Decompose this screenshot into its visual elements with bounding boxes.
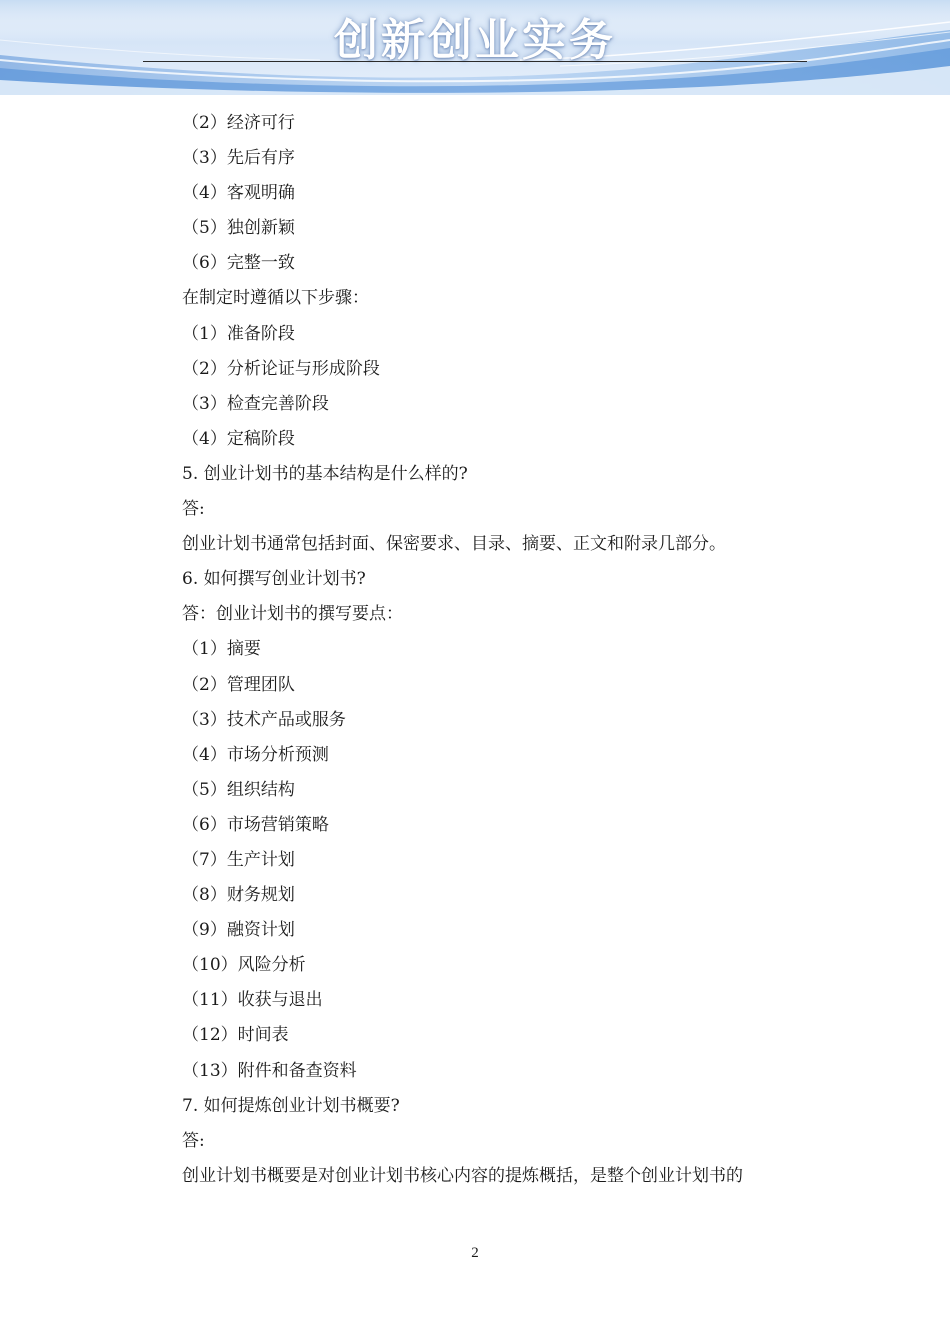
page-header-banner xyxy=(0,0,950,95)
answer-label: 答：创业计划书的撰写要点： xyxy=(182,604,403,625)
header-divider xyxy=(143,61,807,62)
text-line: （3）检查完善阶段 xyxy=(182,393,329,414)
text-line: （6）市场营销策略 xyxy=(182,814,329,835)
question-heading: 6. 如何撰写创业计划书? xyxy=(182,569,366,590)
text-line: （5）独创新颖 xyxy=(182,218,295,239)
header-title: 创新创业实务 xyxy=(334,15,616,66)
question-heading: 5. 创业计划书的基本结构是什么样的? xyxy=(182,463,468,484)
text-line: （1）摘要 xyxy=(182,639,261,660)
text-line: （7）生产计划 xyxy=(182,849,295,870)
text-line: （1）准备阶段 xyxy=(182,323,295,344)
text-line: （3）先后有序 xyxy=(182,148,295,169)
text-line: 创业计划书概要是对创业计划书核心内容的提炼概括，是整个创业计划书的 xyxy=(182,1165,743,1186)
text-line: （5）组织结构 xyxy=(182,779,295,800)
question-heading: 7. 如何提炼创业计划书概要? xyxy=(182,1095,400,1116)
text-line: （4）市场分析预测 xyxy=(182,744,329,765)
text-line: （13）附件和备查资料 xyxy=(182,1060,357,1081)
document-body xyxy=(182,106,832,1194)
text-line: （11）收获与退出 xyxy=(182,990,323,1011)
answer-label: 答: xyxy=(182,499,205,520)
text-line: （2）分析论证与形成阶段 xyxy=(182,358,380,379)
text-line: （6）完整一致 xyxy=(182,253,295,274)
text-line: （4）客观明确 xyxy=(182,183,295,204)
text-line: （2）管理团队 xyxy=(182,674,295,695)
text-line: 创业计划书通常包括封面、保密要求、目录、摘要、正文和附录几部分。 xyxy=(182,534,726,555)
text-line: （9）融资计划 xyxy=(182,920,295,941)
text-line: （3）技术产品或服务 xyxy=(182,709,346,730)
text-line: （8）财务规划 xyxy=(182,885,295,906)
text-line: （2）经济可行 xyxy=(182,113,295,133)
text-line: 在制定时遵循以下步骤： xyxy=(182,288,369,309)
text-line: （4）定稿阶段 xyxy=(182,428,295,449)
text-line: （10）风险分析 xyxy=(182,955,306,976)
answer-label: 答: xyxy=(182,1130,205,1151)
text-line: （12）时间表 xyxy=(182,1025,289,1046)
page-number: 2 xyxy=(471,1245,479,1261)
